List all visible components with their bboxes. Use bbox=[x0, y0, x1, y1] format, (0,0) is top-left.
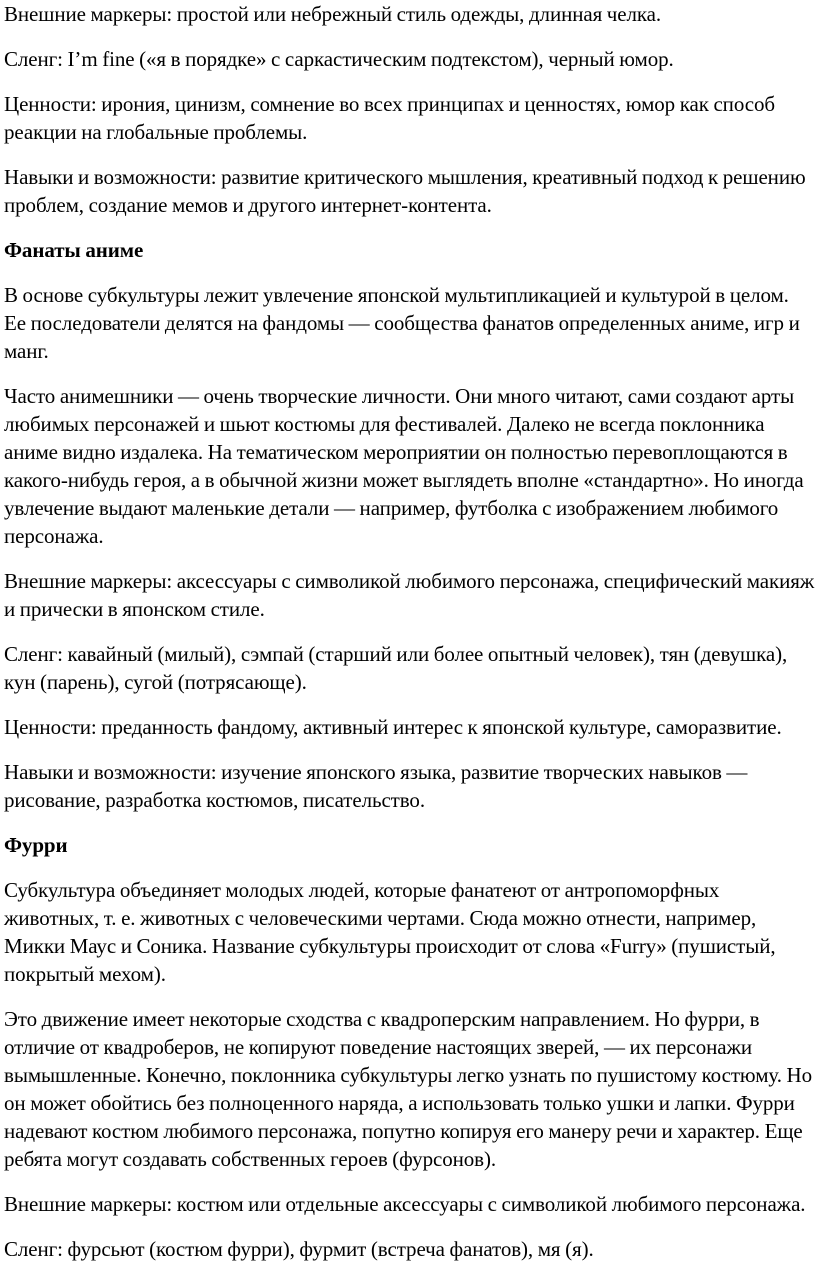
body-paragraph: Ценности: преданность фандому, активный интерес к японской культуре, саморазвитие. bbox=[4, 715, 782, 739]
body-paragraph: Ценности: ирония, цинизм, сомнение во всех принципах и ценностях, юмор как способ реакции на глобальные проблемы. bbox=[4, 92, 775, 144]
body-paragraph: Сленг: I’m fine («я в порядке» с саркастическим подтекстом), черный юмор. bbox=[4, 47, 674, 71]
body-paragraph: Внешние маркеры: аксессуары с символикой любимого персонажа, специфический макияж и прически в японском стиле. bbox=[4, 569, 815, 621]
section-heading: Фанаты аниме bbox=[4, 238, 144, 262]
body-paragraph: Навыки и возможности: развитие критического мышления, креативный подход к решению проблем, создание мемов и другого интернет-контента. bbox=[4, 165, 806, 217]
body-paragraph: Навыки и возможности: изучение японского языка, развитие творческих навыков — рисование, разработка костюмов, писательство. bbox=[4, 760, 748, 812]
body-paragraph: Это движение имеет некоторые сходства с квадроперским направлением. Но фурри, в отличие от квадроберов, не копируют поведение настоящих зверей, — их персонажи вымышленные. Конечно, поклонника субкультуры легко узнать по пушистому костюму. Но он может обойтись без полноценного наряда, а использовать только ушки и лапки. Фурри надевают костюм любимого персонажа, попутно копируя его манеру речи и характер. Еще ребята могут создавать собственных героев (фурсонов). bbox=[4, 1007, 812, 1171]
body-paragraph: Внешние маркеры: костюм или отдельные аксессуары с символикой любимого персонажа. bbox=[4, 1192, 806, 1216]
body-paragraph: Часто анимешники — очень творческие личности. Они много читают, сами создают арты любимых персонажей и шьют костюмы для фестивалей. Далеко не всегда поклонника аниме видно издалека. На тематическом мероприятии он полностью перевоплощаются в какого-нибудь героя, а в обычной жизни может выглядеть вполне «стандартно». Но иногда увлечение выдают маленькие детали — например, футболка с изображением любимого персонажа. bbox=[4, 384, 804, 548]
body-paragraph: Субкультура объединяет молодых людей, которые фанатеют от антропоморфных животных, т. е. животных с человеческими чертами. Сюда можно отнести, например, Микки Маус и Соника. Название субкультуры происходит от слова «Furry» (пушистый, покрытый мехом). bbox=[4, 878, 776, 986]
document-content bbox=[4, 0, 815, 1263]
section-heading: Фурри bbox=[4, 833, 68, 857]
body-paragraph: Сленг: кавайный (милый), сэмпай (старший или более опытный человек), тян (девушка), кун (парень), сугой (потрясающе). bbox=[4, 642, 788, 694]
body-paragraph: В основе субкультуры лежит увлечение японской мультипликацией и культурой в целом. Ее последователи делятся на фандомы — сообщества фанатов определенных аниме, игр и манг. bbox=[4, 283, 800, 363]
body-paragraph: Внешние маркеры: простой или небрежный стиль одежды, длинная челка. bbox=[4, 2, 662, 26]
body-paragraph: Сленг: фурсьют (костюм фурри), фурмит (встреча фанатов), мя (я). bbox=[4, 1237, 594, 1261]
